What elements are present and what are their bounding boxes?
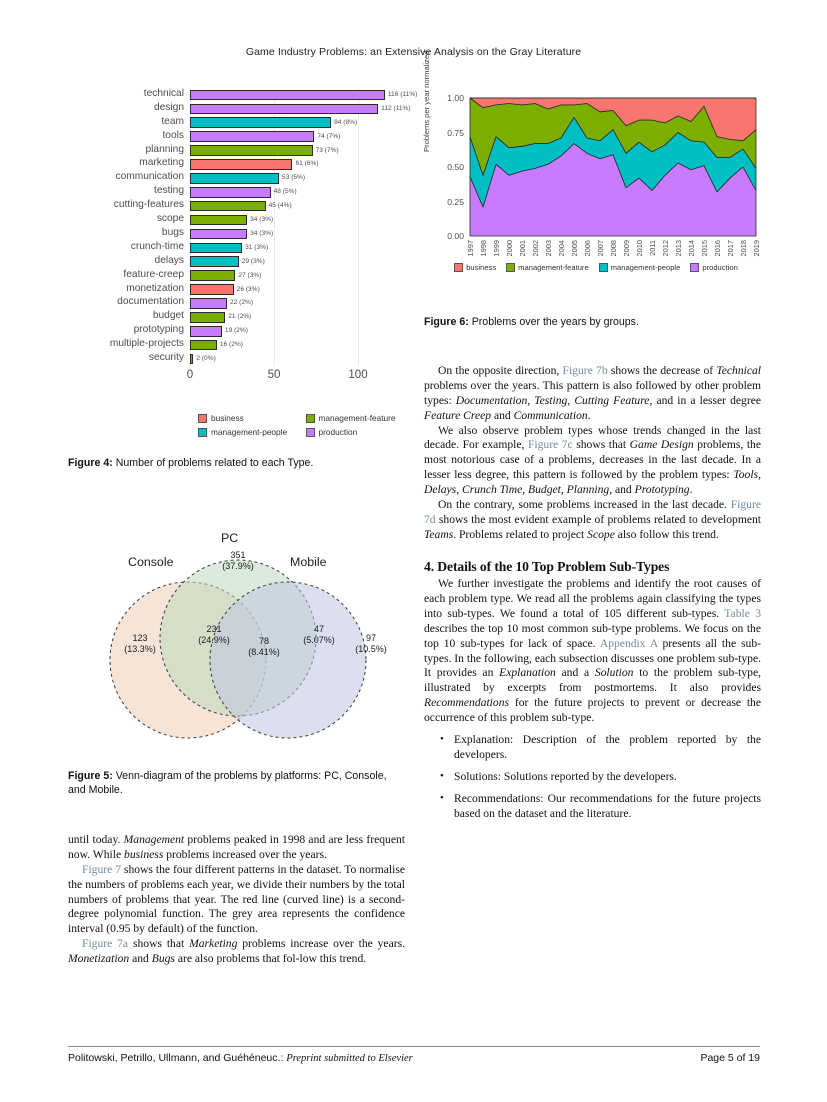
figure-4-bar	[190, 187, 271, 198]
figure-4-legend-item	[306, 427, 414, 437]
figure-6-y-tick-label: 0.00	[447, 231, 464, 241]
figure-6-y-tick-label: 0.50	[447, 162, 464, 172]
figure-4-bar-value-label: 2 (0%)	[196, 355, 216, 363]
running-head: Game Industry Problems: an Extensive Analysis on the Gray Literature	[245, 46, 582, 58]
left-paragraph-3: Figure 7a shows that Marketing problems increase over the years. Monetization and Bugs are also problems that fol-low this trend.	[68, 937, 405, 966]
venn-region-console-pc	[198, 624, 230, 647]
legend-swatch-icon	[506, 263, 515, 272]
figure-7b-reference-link[interactable]: Figure 7b	[562, 364, 608, 377]
figure-4-legend-label: management-people	[211, 427, 288, 437]
figure-4-bar	[190, 229, 247, 240]
figure-4-category-label: delays	[154, 254, 184, 266]
figure-6-y-tick-label: 0.25	[447, 196, 464, 207]
figure-6-x-tick-label: 2012	[661, 240, 670, 257]
figure-4-legend-item	[198, 427, 306, 437]
figure-4-gridline	[190, 88, 191, 366]
figure-4-legend-item	[198, 413, 306, 423]
figure-6-y-axis-label: Problems per year normalized	[422, 50, 431, 152]
figure-4-bar	[190, 243, 242, 254]
footer-page-number: Page 5 of 19	[700, 1052, 760, 1064]
figure-4-caption-text: Number of problems related to each Type.	[115, 457, 314, 469]
figure-4-bar-value-label: 34 (3%)	[250, 216, 274, 224]
figure-4-category-label: planning	[145, 143, 184, 155]
figure-6-y-tick-label: 1.00	[447, 93, 464, 103]
figure-4-bar	[190, 284, 234, 295]
figure-4-bar	[190, 270, 235, 281]
figure-4-category-label: tools	[162, 129, 184, 141]
right-paragraph-2: We also observe problem types whose trends changed in the last decade. For example, Figure 7c shows that Game Design problems, the most notorious case of a problems, decreases in the last decade. In a lesser less degree, this pattern is followed by the problem types: Tools, Delays, Crunch Time, Budget, Planning, and Prototyping.	[424, 423, 761, 497]
left-paragraph-2: Figure 7 shows the four different patterns in the dataset. To normalise the numbers of problems each year, we divide their numbers by the total numbers of problems that year. The red line (curved line) is a second-degree polynomial function. The grey area represents the confidence interval (0.95 by default) of the function.	[68, 862, 405, 936]
section-4-bullet-item: • Solutions: Solutions reported by the developers.	[442, 770, 761, 785]
figure-6-x-tick-label: 2013	[674, 240, 683, 257]
figure-6-legend-item	[690, 263, 737, 272]
figure-6-x-tick-label: 1999	[492, 240, 501, 257]
figure-6-legend-item	[599, 263, 681, 272]
figure-6-legend-label: management-people	[610, 263, 681, 272]
figure-4-category-label: cutting-features	[113, 199, 184, 211]
figure-4-bar	[190, 340, 217, 351]
figure-4-bar-value-label: 73 (7%)	[315, 146, 339, 154]
venn-count: 351	[230, 550, 246, 560]
figure-4-legend	[198, 413, 413, 441]
figure-6-legend-label: business	[466, 263, 497, 272]
section-4-bullet-item: • Explanation: Description of the problem reported by the developers.	[442, 733, 761, 763]
figure-4-bar	[190, 298, 227, 309]
figure-6-x-tick-label: 2008	[609, 240, 618, 257]
figure-4-bar-value-label: 84 (8%)	[334, 118, 358, 126]
figure-4-bar	[190, 104, 378, 115]
figure-4-category-label: scope	[156, 213, 184, 225]
figure-4-x-tick-label: 0	[186, 369, 194, 381]
figure-5-caption: Figure 5: Venn-diagram of the problems by platforms: PC, Console, and Mobile.	[68, 770, 387, 796]
figure-4-bar	[190, 131, 314, 142]
appendix-a-reference-link[interactable]: Appendix A	[599, 636, 658, 650]
legend-swatch-icon	[306, 414, 315, 423]
figure-4-bar-value-label: 27 (3%)	[238, 271, 262, 279]
figure-4-category-label: bugs	[161, 226, 184, 238]
figure-4-bar	[190, 173, 279, 184]
figure-4-category-label: budget	[152, 310, 184, 322]
venn-label-mobile: Mobile	[290, 555, 327, 569]
legend-swatch-icon	[599, 263, 608, 272]
venn-count: 78	[258, 636, 270, 646]
venn-label-pc: PC	[221, 531, 239, 545]
right-paragraph-1: On the opposite direction, Figure 7b shows the decrease of Technical problems over the years. This pattern is also followed by other problem types: Documentation, Testing, Cutting Feature, and in a lesser degree Feature Creep and Communication.	[424, 364, 762, 422]
legend-swatch-icon	[198, 414, 207, 423]
venn-count: 231	[206, 624, 222, 634]
figure-4-bar-value-label: 112 (11%)	[381, 104, 411, 112]
figure-6-x-tick-label: 2006	[583, 240, 592, 257]
figure-6-x-tick-label: 1997	[466, 240, 475, 257]
legend-swatch-icon	[198, 428, 207, 437]
figure-6-x-tick-label: 2005	[570, 240, 579, 257]
figure-6-x-tick-label: 2003	[544, 240, 553, 257]
figure-4-category-label: technical	[143, 87, 184, 99]
figure-4-category-label: testing	[153, 185, 184, 197]
venn-percent: (8.41%)	[248, 647, 280, 658]
figure-6-legend-item	[454, 263, 496, 272]
venn-label-console: Console	[128, 555, 174, 569]
figure-4-legend-row	[198, 413, 413, 423]
figure-5-caption-text: Venn-diagram of the problems by platforms: PC, Console, and Mobile.	[68, 770, 387, 796]
left-paragraph-1: until today. Management problems peaked in 1998 and are less frequent now. While business problems increased over the years.	[68, 833, 405, 861]
figure-4-bar-value-label: 53 (5%)	[282, 174, 306, 182]
figure-6-legend-label: production	[702, 263, 738, 272]
figure-6-x-tick-label: 2000	[505, 240, 514, 257]
venn-circle-mobile	[210, 582, 366, 738]
figure-6-x-tick-label: 2011	[648, 240, 657, 256]
figure-4-category-label: marketing	[139, 157, 184, 169]
figure-6-svg	[424, 88, 764, 248]
figure-4-category-label: crunch-time	[130, 240, 184, 252]
figure-6-x-tick-label: 2009	[622, 240, 631, 257]
section-4-paragraph: We further investigate the problems and identify the root causes of each problem type. We read all the problems again classifying the types into sub-types. We found a total of 105 different sub-types. Table 3 describes the top 10 most common sub-type problems. We focus on the top 10 sub-types for lack of space. Appendix A presents all the sub-types. In the following, each subsection discusses one problem sub-type. It provides an Explanation and a Solution to the problem sub-type, illustrated by excerpts from postmortems. It also provides Recommendations for the future projects to prevent or decrease the occurrence of this problem sub-type.	[424, 577, 761, 725]
figure-6-x-tick-label: 2007	[596, 240, 605, 257]
figure-4-legend-row	[198, 427, 413, 437]
figure-6-caption: Figure 6: Problems over the years by groups.	[424, 316, 639, 328]
figure-4-bar	[190, 312, 225, 323]
figure-4-category-label: team	[161, 115, 184, 127]
figure-4-caption: Figure 4: Number of problems related to each Type.	[68, 457, 314, 469]
figure-6-x-tick-label: 2018	[739, 240, 748, 257]
figure-4-bar	[190, 145, 313, 156]
figure-4-bar	[190, 215, 247, 226]
figure-4-bar-value-label: 16 (2%)	[219, 341, 243, 349]
figure-6-legend-label: management-feature	[518, 263, 589, 272]
venn-percent: (13.3%)	[124, 644, 156, 655]
figure-4-bar	[190, 117, 331, 128]
figure-4-bar	[190, 159, 292, 170]
venn-count: 123	[132, 633, 148, 643]
figure-4-bar	[190, 256, 239, 267]
figure-6-legend	[436, 263, 756, 272]
legend-swatch-icon	[306, 428, 315, 437]
venn-percent: (24.9%)	[198, 635, 230, 646]
figure-6-caption-text: Problems over the years by groups.	[471, 316, 639, 328]
venn-region-pc-only	[222, 550, 254, 573]
figure-6-x-tick-label: 2001	[518, 240, 527, 257]
venn-region-all-three	[248, 636, 280, 659]
figure-6-x-tick-label: 2014	[687, 240, 696, 257]
section-4-bullet-item: • Recommendations: Our recommendations for the future projects based on the dataset and the literature.	[442, 792, 761, 822]
figure-4-category-label: design	[153, 101, 184, 113]
figure-4-category-label: security	[148, 352, 184, 364]
figure-4-bar-value-label: 26 (3%)	[236, 285, 260, 293]
figure-4-x-tick-label: 100	[348, 369, 368, 381]
footer-preprint-note: Preprint submitted to Elsevier	[286, 1053, 413, 1064]
section-4-bullet-list	[424, 733, 761, 821]
figure-6-x-tick-label: 1998	[479, 240, 488, 257]
figure-6-area-chart	[422, 50, 764, 303]
figure-6-y-tick-label: 0.75	[447, 127, 464, 138]
figure-4-legend-label: production	[318, 427, 358, 437]
figure-7c-reference-link[interactable]: Figure 7c	[527, 438, 573, 452]
figure-4-bar-value-label: 61 (6%)	[295, 160, 319, 168]
figure-4-bar-value-label: 45 (4%)	[268, 202, 292, 210]
figure-4-bar-chart	[68, 87, 418, 437]
venn-percent: (10.5%)	[355, 644, 387, 655]
figure-4-bar-value-label: 34 (3%)	[250, 229, 274, 237]
venn-percent: (37.9%)	[222, 561, 254, 572]
figure-4-bar-value-label: 31 (3%)	[245, 243, 269, 251]
figure-7d-reference-link[interactable]: Figure 7d	[424, 498, 761, 526]
footer-rule	[68, 1046, 760, 1047]
figure-6-x-tick-label: 2017	[726, 240, 735, 257]
figure-5-venn-diagram	[68, 520, 408, 770]
venn-count: 97	[365, 633, 377, 643]
figure-4-bar-value-label: 74 (7%)	[317, 132, 341, 140]
figure-4-bar	[190, 326, 222, 337]
figure-4-bar	[190, 201, 266, 212]
figure-4-bar-value-label: 116 (11%)	[387, 90, 418, 98]
left-column-text	[68, 833, 405, 967]
legend-swatch-icon	[454, 263, 463, 272]
figure-4-caption-label: Figure 4	[68, 457, 110, 469]
figure-6-caption-label: Figure 6	[424, 316, 466, 328]
table-3-reference-link[interactable]: Table 3	[724, 606, 761, 620]
venn-count: 47	[313, 624, 325, 634]
footer-authors	[68, 1052, 413, 1064]
figure-4-category-label: feature-creep	[123, 268, 184, 280]
figure-4-bar	[190, 354, 193, 365]
figure-4-bar-value-label: 19 (2%)	[224, 327, 248, 335]
figure-4-category-label: multiple-projects	[109, 338, 184, 350]
figure-4-bar-value-label: 21 (2%)	[228, 313, 252, 321]
figure-4-category-label: communication	[115, 171, 184, 183]
figure-4-x-tick-label: 50	[267, 369, 281, 381]
figure-6-x-tick-label: 2004	[557, 240, 566, 257]
footer-author-names: Politowski, Petrillo, Ullmann, and Guéhéneuc.:	[68, 1052, 284, 1064]
section-heading-4: 4. Details of the 10 Top Problem Sub-Types	[424, 558, 670, 574]
venn-region-pc-mobile	[303, 624, 335, 647]
figure-6-x-tick-label: 2010	[635, 240, 644, 257]
figure-4-bar-value-label: 22 (2%)	[229, 299, 254, 307]
figure-4-gridline	[358, 88, 359, 366]
figure-6-x-tick-label: 2002	[531, 240, 540, 257]
figure-7-reference-link[interactable]: Figure 7	[82, 862, 121, 876]
venn-region-console-only	[124, 633, 156, 656]
figure-4-bar-value-label: 29 (3%)	[241, 257, 265, 265]
figure-4-legend-item	[306, 413, 414, 423]
figure-4-plot-area	[190, 88, 418, 366]
figure-5-caption-label: Figure 5	[68, 770, 110, 782]
figure-6-x-tick-label: 2015	[700, 240, 709, 257]
figure-4-legend-label: management-feature	[318, 413, 396, 423]
figure-4-category-label: prototyping	[133, 324, 184, 336]
venn-region-mobile-only	[355, 633, 387, 656]
right-paragraph-3: On the contrary, some problems increased in the last decade. Figure 7d shows the most evident example of problems related to development Teams. Problems related to project Scope also follow this trend.	[424, 498, 761, 541]
figure-6-x-tick-label: 2019	[752, 240, 761, 257]
figure-4-gridline	[274, 88, 275, 366]
figure-4-bar-value-label: 48 (5%)	[273, 188, 297, 196]
figure-7a-reference-link[interactable]: Figure 7a	[82, 937, 129, 951]
venn-percent: (5.07%)	[303, 635, 335, 646]
figure-4-category-label: monetization	[126, 282, 184, 294]
legend-swatch-icon	[690, 263, 699, 272]
figure-4-legend-label: business	[211, 413, 244, 423]
figure-6-x-tick-label: 2016	[713, 240, 722, 257]
figure-6-legend-item	[506, 263, 589, 272]
figure-4-category-label: documentation	[117, 296, 184, 308]
figure-4-bar	[190, 90, 385, 101]
right-column-text	[424, 364, 761, 829]
